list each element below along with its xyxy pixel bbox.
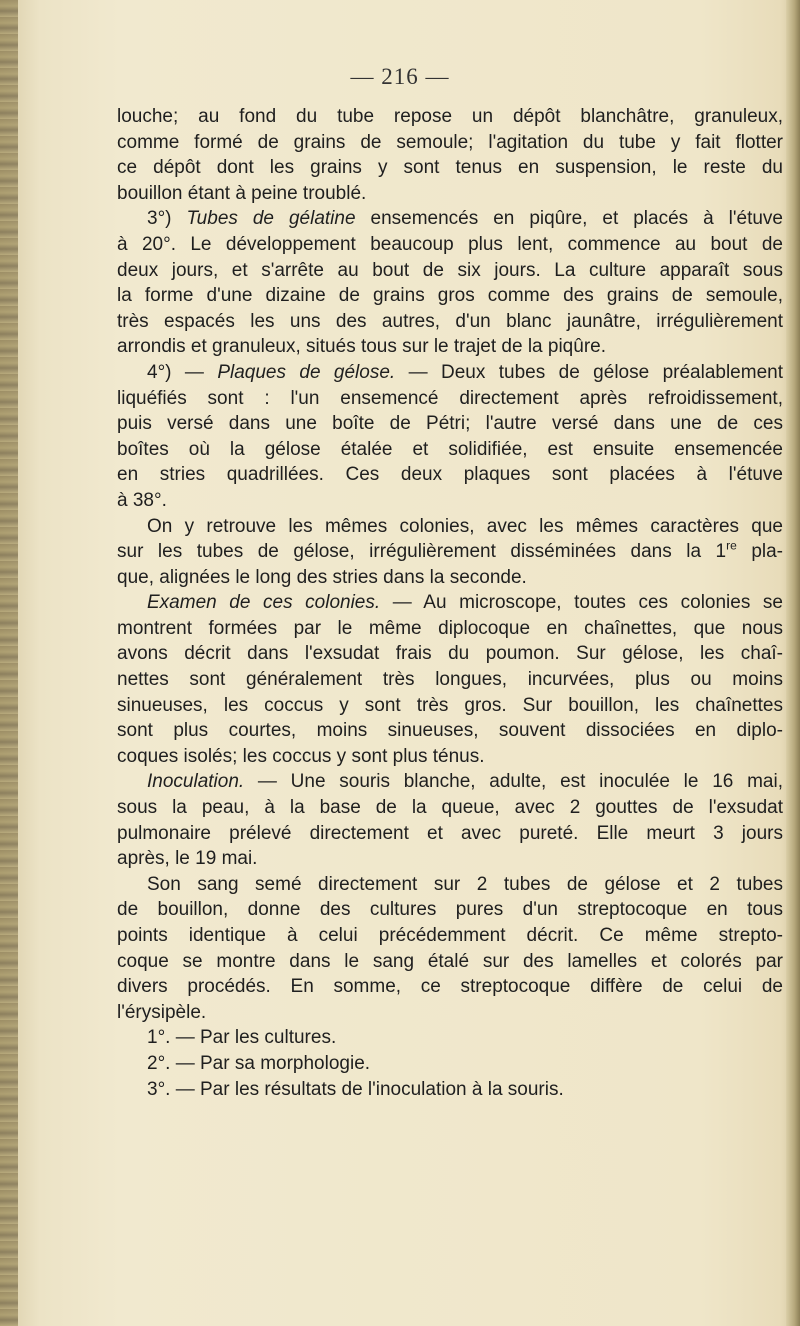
text-line: après, le 19 mai. (117, 848, 258, 870)
text-line: ce dépôt dont les grains y sont tenus en suspension, le reste du (117, 157, 783, 179)
text-line: coques isolés; les coccus y sont plus ténus. (117, 745, 485, 767)
gelatine-title: Tubes de gélatine (186, 208, 356, 230)
paragraph-gelatine-heading: 3°) Tubes de gélatine ensemencés en piqûre, et placés à l'étuve (147, 208, 783, 230)
text-line: liquéfiés sont : l'un ensemencé directement après refroidissement, (117, 387, 783, 409)
paragraph-plaques-heading: 4°) — Plaques de gélose. — Deux tubes de gélose préalablement (147, 361, 783, 383)
paragraph-inoculation-heading: Inoculation. — Une souris blanche, adulte, est inoculée le 16 mai, (147, 771, 783, 793)
text-line: sous la peau, à la base de la queue, avec 2 gouttes de l'exsudat (117, 797, 783, 819)
text-line: la forme d'une dizaine de grains gros comme des grains de semoule, (117, 285, 783, 307)
text-line: comme formé de grains de semoule; l'agitation du tube y fait flotter (117, 131, 783, 153)
text-line: sont plus courtes, moins sinueuses, souvent dissociées en diplo- (117, 720, 783, 742)
text-line: louche; au fond du tube repose un dépôt blanchâtre, granuleux, (117, 106, 783, 127)
inoculation-title: Inoculation. (147, 771, 245, 793)
text-line: Son sang semé directement sur 2 tubes de gélose et 2 tubes (147, 873, 783, 895)
text-line: On y retrouve les mêmes colonies, avec les mêmes caractères que (147, 515, 783, 537)
text-line: deux jours, et s'arrête au bout de six jours. La culture apparaît sous (117, 259, 783, 281)
text-line: nettes sont généralement très longues, incurvées, plus ou moins (117, 669, 783, 691)
text-line: puis versé dans une boîte de Pétri; l'autre versé dans une de ces (117, 413, 783, 435)
text-line: pulmonaire prélevé directement et avec pureté. Elle meurt 3 jours (117, 822, 783, 844)
paragraph-examen-heading: Examen de ces colonies. — Au microscope, toutes ces colonies se (147, 592, 783, 614)
text-line: l'érysipèle. (117, 1001, 207, 1023)
text-line: divers procédés. En somme, ce streptocoque diffère de celui de (117, 976, 783, 998)
text-line: avons décrit dans l'exsudat frais du poumon. Sur gélose, les chaî- (117, 643, 783, 665)
text-line: à 38°. (117, 489, 167, 511)
text-line: sinueuses, les coccus y sont très gros. Sur bouillon, les chaînettes (117, 694, 783, 716)
list-item: 3°. — Par les résultats de l'inoculation à la souris. (147, 1078, 564, 1100)
text-line: sur les tubes de gélose, irrégulièrement disséminées dans la 1re pla- (117, 538, 783, 563)
page-number: — 216 — (350, 64, 450, 89)
text-line: bouillon étant à peine troublé. (117, 182, 367, 204)
text-line: montrent formées par le même diplocoque en chaînettes, que nous (117, 617, 783, 639)
examen-title: Examen de ces colonies. (147, 592, 381, 614)
list-item: 1°. — Par les cultures. (147, 1027, 337, 1049)
text-line: à 20°. Le développement beaucoup plus lent, commence au bout de (117, 233, 783, 255)
text-line: de bouillon, donne des cultures pures d'un streptocoque en tous (117, 899, 783, 921)
text-line: points identique à celui précédemment décrit. Ce même strepto- (117, 925, 783, 946)
page-left-edge (0, 0, 18, 1326)
page-right-edge (786, 0, 800, 1326)
text-line: très espacés les uns des autres, d'un blanc jaunâtre, irrégulièrement (117, 310, 783, 332)
list-item: 2°. — Par sa morphologie. (147, 1052, 371, 1074)
text-line: coque se montre dans le sang étalé sur des lamelles et colorés par (117, 950, 783, 972)
plaques-title: Plaques de gélose. (217, 361, 396, 383)
text-line: boîtes où la gélose étalée et solidifiée, est ensuite ensemencée (117, 438, 783, 460)
text-line: arrondis et granuleux, situés tous sur le trajet de la piqûre. (117, 336, 606, 358)
body-text (117, 104, 783, 1102)
text-line: que, alignées le long des stries dans la seconde. (117, 566, 527, 588)
text-line: en stries quadrillées. Ces deux plaques sont placées à l'étuve (117, 464, 783, 486)
